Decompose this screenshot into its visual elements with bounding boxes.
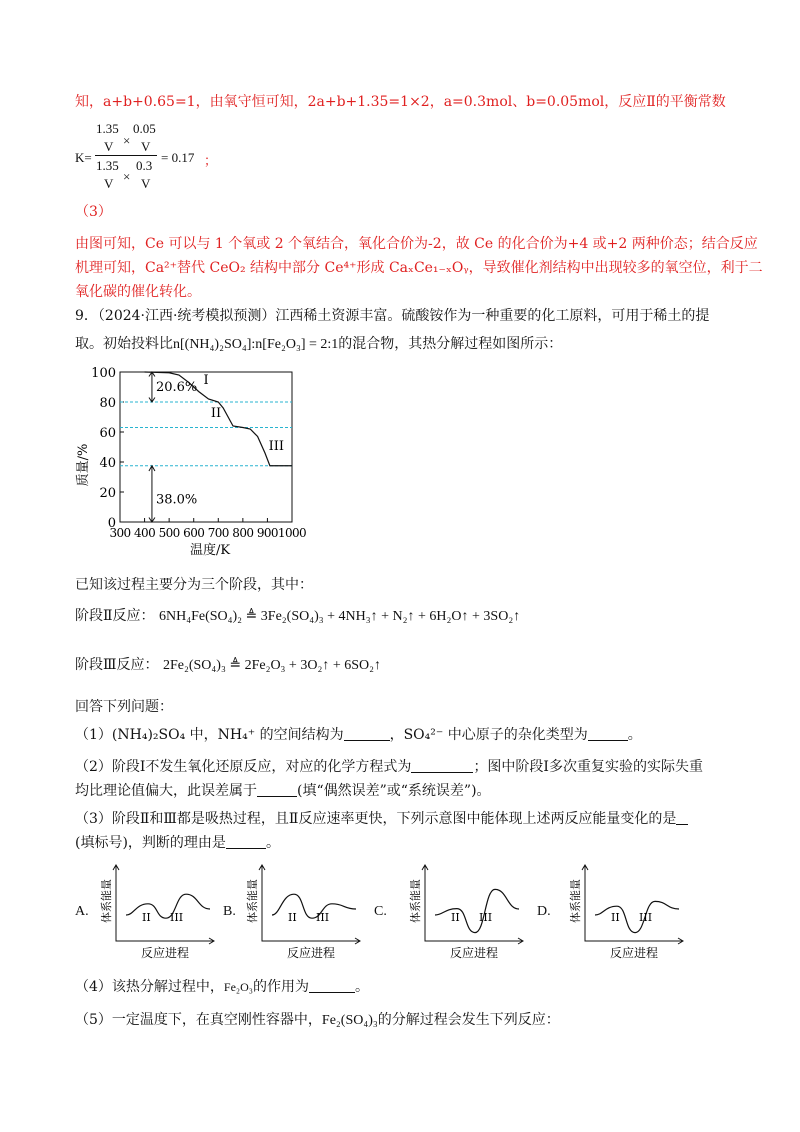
q9-line-2 <box>75 334 562 355</box>
option-diagram-c <box>408 865 523 960</box>
answer-line-1: 知，a+b+0.65=1，由氧守恒可知，2a+b+1.35=1×2，a=0.3mol、b=0.05mol，反应Ⅱ的平衡常数 <box>75 94 726 110</box>
sub-question-2-line-2 <box>75 781 491 801</box>
option-c-label[interactable]: C. <box>374 904 387 919</box>
q9-line-2b: 的混合物，其热分解过程如图所示： <box>338 336 563 352</box>
y-tick-label: 100 <box>91 366 116 381</box>
s1-blank-1[interactable] <box>344 726 390 741</box>
stage-ii-label: II <box>210 406 222 421</box>
y-tick-label: 0 <box>107 516 116 531</box>
y-label: 体系能量 <box>409 879 422 923</box>
option-diagram-a <box>99 865 214 960</box>
x-tick-label: 700 <box>207 526 229 540</box>
energy-curve <box>126 894 210 918</box>
num-right: 0.05 <box>133 121 156 136</box>
label-ii: II <box>288 911 297 924</box>
x-tick-label: 1000 <box>277 526 307 540</box>
s5-formula: Fe₂(SO₄)₃ <box>321 1013 378 1028</box>
x-tick-label: 800 <box>232 526 254 540</box>
label-iii: III <box>639 911 653 924</box>
part3-line-3: 氧化碳的催化转化。 <box>75 284 201 300</box>
axes <box>425 865 523 941</box>
s4-text-b: 的作用为 <box>252 979 309 995</box>
s3-blank-1[interactable] <box>676 810 688 825</box>
s5-text-a: （5）一定温度下，在真空刚性容器中， <box>75 1012 322 1028</box>
part3-line-2: 机理可知，Ca²⁺替代 CeO₂ 结构中部分 Ce⁴⁺形成 CaₓCe₁₋ₓOᵧ，导致催化剂结构中出现较多的氧空位，利于二 <box>75 260 763 276</box>
x-tick-label: 600 <box>183 526 205 540</box>
x-tick-label: 900 <box>256 526 278 540</box>
s2-text-b: ；图中阶段Ⅰ多次重复实验的实际失重 <box>473 759 703 775</box>
sub-question-3-line-1 <box>75 809 688 829</box>
option-d-label[interactable]: D. <box>537 904 551 919</box>
label-ii: II <box>451 911 460 924</box>
s3-text-b: (填标号)，判断的理由是 <box>75 835 226 851</box>
feed-ratio: n[(NH₄)₂SO₄]:n[Fe₂O₃] = 2:1 <box>173 337 339 352</box>
y-tick-label: 20 <box>99 486 116 501</box>
q9-line-2a: 取。初始投料比 <box>75 336 173 352</box>
k-prefix: K= <box>75 150 92 165</box>
part3-label: （3） <box>75 204 112 220</box>
num-v2: V <box>141 139 151 154</box>
s2-blank-2[interactable] <box>257 782 297 797</box>
s1-end: 。 <box>627 727 642 743</box>
s4-formula: Fe₂O₃ <box>223 980 253 994</box>
energy-diagrams <box>0 855 800 970</box>
x-label: 反应进程 <box>286 946 336 960</box>
y-tick-label: 80 <box>99 396 116 411</box>
s1-blank-2[interactable] <box>588 726 628 741</box>
answer-prompt: 回答下列问题： <box>75 699 173 715</box>
annotation-20-6: 20.6% <box>155 380 198 395</box>
label-iii: III <box>479 911 493 924</box>
x-label: 反应进程 <box>449 946 499 960</box>
s3-text-a: （3）阶段Ⅱ和Ⅲ都是吸热过程，且Ⅱ反应速率更快，下列示意图中能体现上述两反应能量变化的是 <box>75 811 677 827</box>
s2-text-d: (填“偶然误差”或“系统误差”)。 <box>297 783 491 799</box>
den-times: × <box>123 169 131 184</box>
y-axis-label: 质量/% <box>76 443 91 487</box>
y-tick-label: 60 <box>99 426 116 441</box>
num-v1: V <box>104 139 114 154</box>
sub-question-1 <box>75 725 642 745</box>
sub-question-5 <box>75 1010 560 1031</box>
s5-text-b: 的分解过程会发生下列反应： <box>377 1012 560 1028</box>
num-left: 1.35 <box>96 121 119 136</box>
known-line: 已知该过程主要分为三个阶段，其中： <box>75 577 313 593</box>
s3-blank-2[interactable] <box>226 834 266 849</box>
k-semicolon: ； <box>204 153 218 168</box>
k-result: = 0.17 <box>161 150 195 165</box>
y-label: 体系能量 <box>246 879 259 923</box>
label-ii: II <box>611 911 620 924</box>
y-tick-label: 40 <box>99 456 116 471</box>
label-iii: III <box>170 911 184 924</box>
plot-frame <box>120 372 292 522</box>
label-ii: II <box>142 911 151 924</box>
sub-question-3-line-2 <box>75 833 280 853</box>
s4-text-a: （4）该热分解过程中， <box>75 979 224 995</box>
option-diagram-d <box>568 865 683 960</box>
x-tick-label: 400 <box>134 526 156 540</box>
s4-blank[interactable] <box>309 978 355 993</box>
den-right: 0.3 <box>136 158 153 173</box>
axes <box>262 865 360 941</box>
stage2-equation: 6NH₄Fe(SO₄)₂ ≜ 3Fe₂(SO₄)₃ + 4NH₃↑ + N₂↑ + 6H₂O↑ + 3SO₂↑ <box>158 609 521 624</box>
label-iii: III <box>316 911 330 924</box>
stage3-line <box>75 655 381 676</box>
stage-iii-label: III <box>268 439 285 454</box>
part3-line-1: 由图可知，Ce 可以与 1 个氧或 2 个氧结合，氧化合价为-2，故 Ce 的化合价为+4 或+2 两种价态；结合反应 <box>75 236 758 252</box>
den-left: 1.35 <box>96 158 119 173</box>
x-label: 反应进程 <box>140 946 190 960</box>
axes <box>585 865 683 941</box>
energy-curve <box>595 901 679 932</box>
stage3-label: 阶段Ⅲ反应： <box>75 657 159 673</box>
q9-line-1: 9．（2024·江西·统考模拟预测）江西稀土资源丰富。硫酸铵作为一种重要的化工原料，可用于稀土的提 <box>75 308 710 324</box>
energy-curve <box>435 889 519 932</box>
s4-end: 。 <box>354 979 369 995</box>
sub-question-4 <box>75 977 369 997</box>
option-b-label[interactable]: B. <box>223 904 236 919</box>
den-v1: V <box>104 176 114 191</box>
annotation-38-0: 38.0% <box>155 492 198 508</box>
sub-question-2-line-1 <box>75 757 703 777</box>
y-label: 体系能量 <box>569 879 582 923</box>
x-axis-label: 温度/K <box>189 543 231 558</box>
s2-text-a: （2）阶段Ⅰ不发生氧化还原反应，对应的化学方程式为 <box>75 759 412 775</box>
s1-text-b: ，SO₄²⁻ 中心原子的杂化类型为 <box>389 727 588 743</box>
stage2-line <box>75 606 520 627</box>
option-diagram-b <box>245 865 360 960</box>
option-a-label[interactable]: A. <box>75 904 89 919</box>
s2-text-c: 均比理论值偏大，此误差属于 <box>75 783 257 799</box>
s3-end: 。 <box>265 835 280 851</box>
x-tick-label: 300 <box>109 526 131 540</box>
x-label: 反应进程 <box>609 946 659 960</box>
den-v2: V <box>141 176 151 191</box>
stage2-label: 阶段Ⅱ反应： <box>75 608 155 624</box>
tga-chart <box>70 362 330 567</box>
energy-curve <box>272 894 356 918</box>
s2-blank-1[interactable] <box>411 758 473 773</box>
fraction-bar <box>95 155 157 156</box>
s1-number: （1） <box>75 727 112 743</box>
stage3-equation: 2Fe₂(SO₄)₃ ≜ 2Fe₂O₃ + 3O₂↑ + 6SO₂↑ <box>162 658 381 673</box>
num-times: × <box>123 133 131 148</box>
x-tick-label: 500 <box>158 526 180 540</box>
stage-i-label: I <box>203 373 209 388</box>
s1-text-a: (NH₄)₂SO₄ 中，NH₄⁺ 的空间结构为 <box>111 727 344 743</box>
y-label: 体系能量 <box>100 879 113 923</box>
